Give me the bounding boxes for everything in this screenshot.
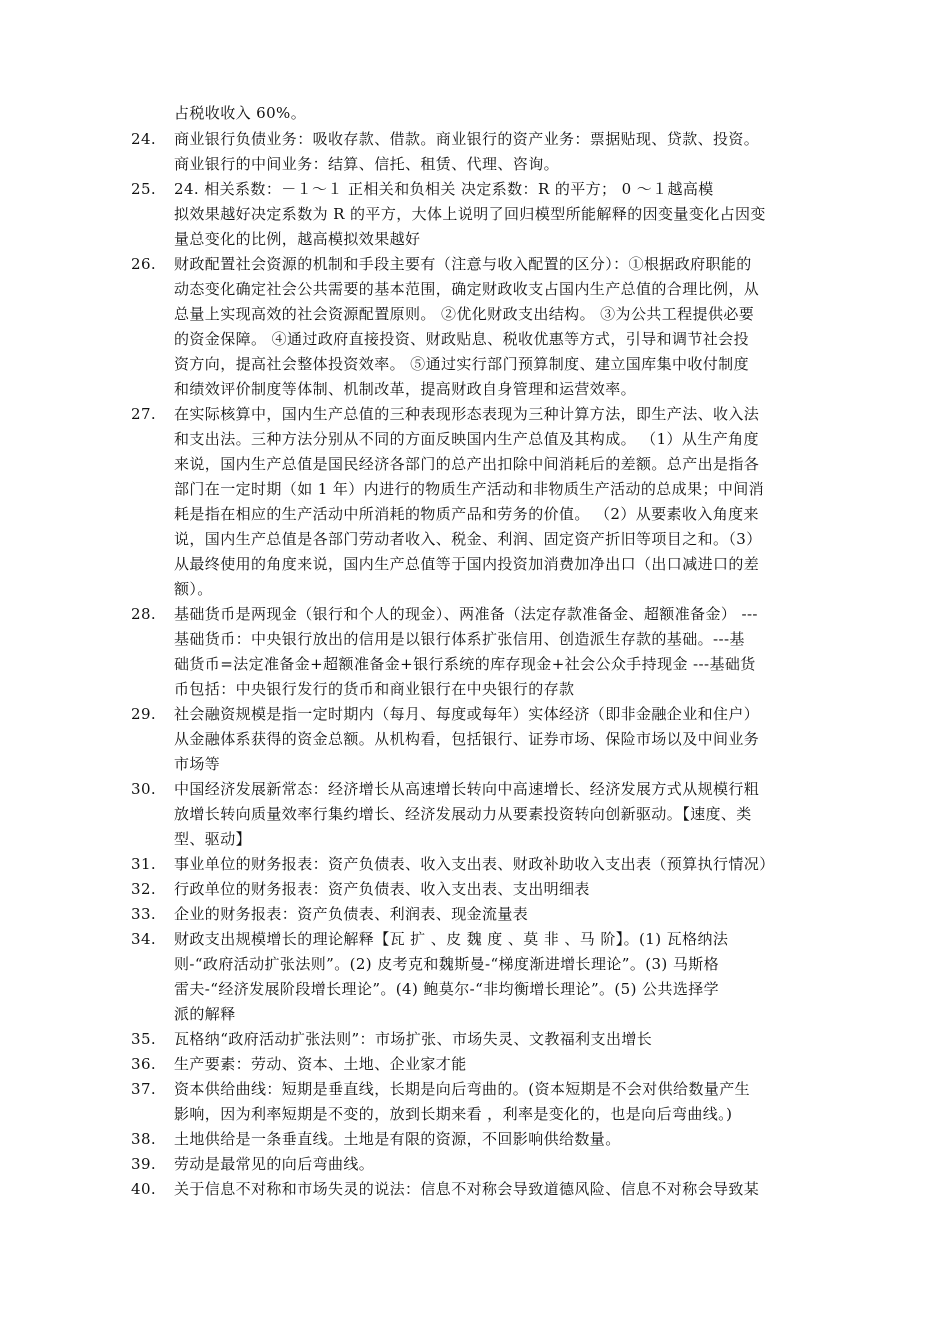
list-item-text-line: 占税收收入 60%。 bbox=[174, 104, 307, 122]
list-item-text-line: 放增长转向质量效率行集约增长、经济发展动力从要素投资转向创新驱动。【速度、类 bbox=[174, 805, 752, 823]
list-item-number: 28. bbox=[131, 605, 157, 623]
list-item-text-line: 瓦格纳“政府活动扩张法则”：市场扩张、市场失灵、文教福利支出增长 bbox=[174, 1030, 653, 1048]
list-item-number: 38. bbox=[131, 1130, 157, 1148]
list-item-text-line: 从最终使用的角度来说，国内生产总值等于国内投资加消费加净出口（出口减进口的差 bbox=[174, 555, 760, 573]
list-item-text-line: 财政配置社会资源的机制和手段主要有（注意与收入配置的区分）：①根据政府职能的 bbox=[174, 255, 752, 273]
list-item-text-line: 总量上实现高效的社会资源配置原则。 ②优化财政支出结构。 ③为公共工程提供必要 bbox=[174, 305, 755, 323]
list-item-text-line: 耗是指在相应的生产活动中所消耗的物质产品和劳务的价值。 （2）从要素收入角度来 bbox=[174, 505, 759, 523]
list-item-text-line: 动态变化确定社会公共需要的基本范围，确定财政收支占国内生产总值的合理比例，从 bbox=[174, 280, 760, 298]
list-item-text-line: 资方向，提高社会整体投资效率。 ⑤通过实行部门预算制度、建立国库集中收付制度 bbox=[174, 355, 749, 373]
list-item-text-line: 劳动是最常见的向后弯曲线。 bbox=[174, 1155, 375, 1173]
list-item-text-line: 来说，国内生产总值是国民经济各部门的总产出扣除中间消耗后的差额。总产出是指各 bbox=[174, 455, 760, 473]
list-item-text-line: 基础货币：中央银行放出的信用是以银行体系扩张信用、创造派生存款的基础。---基 bbox=[174, 630, 745, 648]
list-item-text-line: 派的解释 bbox=[174, 1005, 236, 1023]
list-item-text-line: 土地供给是一条垂直线。土地是有限的资源，不回影响供给数量。 bbox=[174, 1130, 621, 1148]
list-item-number: 30. bbox=[131, 780, 157, 798]
list-item-text-line: 影响，因为利率短期是不变的，放到长期来看 ，利率是变化的，也是向后弯曲线。) bbox=[174, 1105, 733, 1123]
list-item-text-line: 资本供给曲线：短期是垂直线，长期是向后弯曲的。(资本短期是不会对供给数量产生 bbox=[174, 1080, 751, 1098]
list-item-number: 33. bbox=[131, 905, 157, 923]
list-item-text-line: 雷夫-“经济发展阶段增长理论”。(4) 鲍莫尔-“非均衡增长理论”。(5) 公共选择学 bbox=[174, 980, 720, 998]
list-item-number: 25. bbox=[131, 180, 157, 198]
list-item-text-line: 财政支出规模增长的理论解释【瓦 扩 、皮 魏 度 、莫 非 、马 阶】。(1) 瓦格纳法 bbox=[174, 930, 729, 948]
list-item-text-line: 型、驱动】 bbox=[174, 830, 252, 848]
list-item-text-line: 量总变化的比例，越高模拟效果越好 bbox=[174, 230, 421, 248]
list-item-text-line: 24. 相关系数：－１～１ 正相关和负相关 决定系数：R 的平方； 0 ～１越高模 bbox=[174, 180, 714, 198]
list-item-text-line: 市场等 bbox=[174, 755, 221, 773]
list-item-text-line: 说，国内生产总值是各部门劳动者收入、税金、利润、固定资产折旧等项目之和。（3） bbox=[174, 530, 762, 548]
list-item-text-line: 商业银行负债业务：吸收存款、借款。商业银行的资产业务：票据贴现、贷款、投资。 bbox=[174, 130, 760, 148]
list-item-text-line: 币包括：中央银行发行的货币和商业银行在中央银行的存款 bbox=[174, 680, 575, 698]
list-item-text-line: 行政单位的财务报表：资产负债表、收入支出表、支出明细表 bbox=[174, 880, 590, 898]
list-item-text-line: 社会融资规模是指一定时期内（每月、每度或每年）实体经济（即非金融企业和住户） bbox=[174, 705, 760, 723]
list-item-number: 34. bbox=[131, 930, 157, 948]
list-item-number: 32. bbox=[131, 880, 157, 898]
list-item-text-line: 基础货币是两现金（银行和个人的现金）、两准备（法定存款准备金、超额准备金） --- bbox=[174, 605, 758, 623]
list-item-number: 39. bbox=[131, 1155, 157, 1173]
list-item-number: 26. bbox=[131, 255, 157, 273]
list-item-text-line: 则-“政府活动扩张法则”。(2) 皮考克和魏斯曼-“梯度渐进增长理论”。(3) 马斯格 bbox=[174, 955, 720, 973]
list-item-number: 37. bbox=[131, 1080, 157, 1098]
list-item-text-line: 事业单位的财务报表：资产负债表、收入支出表、财政补助收入支出表（预算执行情况） bbox=[174, 855, 775, 873]
list-item-text-line: 的资金保障。 ④通过政府直接投资、财政贴息、税收优惠等方式，引导和调节社会投 bbox=[174, 330, 749, 348]
list-item-text-line: 部门在一定时期（如 1 年）内进行的物质生产活动和非物质生产活动的总成果；中间消 bbox=[174, 480, 765, 498]
list-item-text-line: 生产要素：劳动、资本、土地、企业家才能 bbox=[174, 1055, 467, 1073]
list-item-number: 40. bbox=[131, 1180, 157, 1198]
list-item-text-line: 关于信息不对称和市场失灵的说法：信息不对称会导致道德风险、信息不对称会导致某 bbox=[174, 1180, 760, 1198]
list-item-text-line: 企业的财务报表：资产负债表、利润表、现金流量表 bbox=[174, 905, 529, 923]
list-item-text-line: 在实际核算中，国内生产总值的三种表现形态表现为三种计算方法，即生产法、收入法 bbox=[174, 405, 760, 423]
list-item-number: 29. bbox=[131, 705, 157, 723]
list-item-text-line: 额）。 bbox=[174, 580, 213, 598]
list-item-text-line: 从金融体系获得的资金总额。从机构看，包括银行、证券市场、保险市场以及中间业务 bbox=[174, 730, 760, 748]
list-item-text-line: 和绩效评价制度等体制、机制改革，提高财政自身管理和运营效率。 bbox=[174, 380, 637, 398]
list-item-text-line: 础货币=法定准备金+超额准备金+银行系统的库存现金+社会公众手持现金 ---基础货 bbox=[174, 655, 756, 673]
list-item-text-line: 和支出法。三种方法分别从不同的方面反映国内生产总值及其构成。 （1）从生产角度 bbox=[174, 430, 759, 448]
list-item-number: 27. bbox=[131, 405, 157, 423]
list-item-number: 24. bbox=[131, 130, 157, 148]
list-item-number: 36. bbox=[131, 1055, 157, 1073]
list-item-text-line: 商业银行的中间业务：结算、信托、租赁、代理、咨询。 bbox=[174, 155, 560, 173]
list-item-text-line: 拟效果越好决定系数为 R 的平方，大体上说明了回归模型所能解释的因变量变化占因变 bbox=[174, 205, 766, 223]
list-item-number: 35. bbox=[131, 1030, 157, 1048]
list-item-number: 31. bbox=[131, 855, 157, 873]
list-item-text-line: 中国经济发展新常态：经济增长从高速增长转向中高速增长、经济发展方式从规模行粗 bbox=[174, 780, 760, 798]
